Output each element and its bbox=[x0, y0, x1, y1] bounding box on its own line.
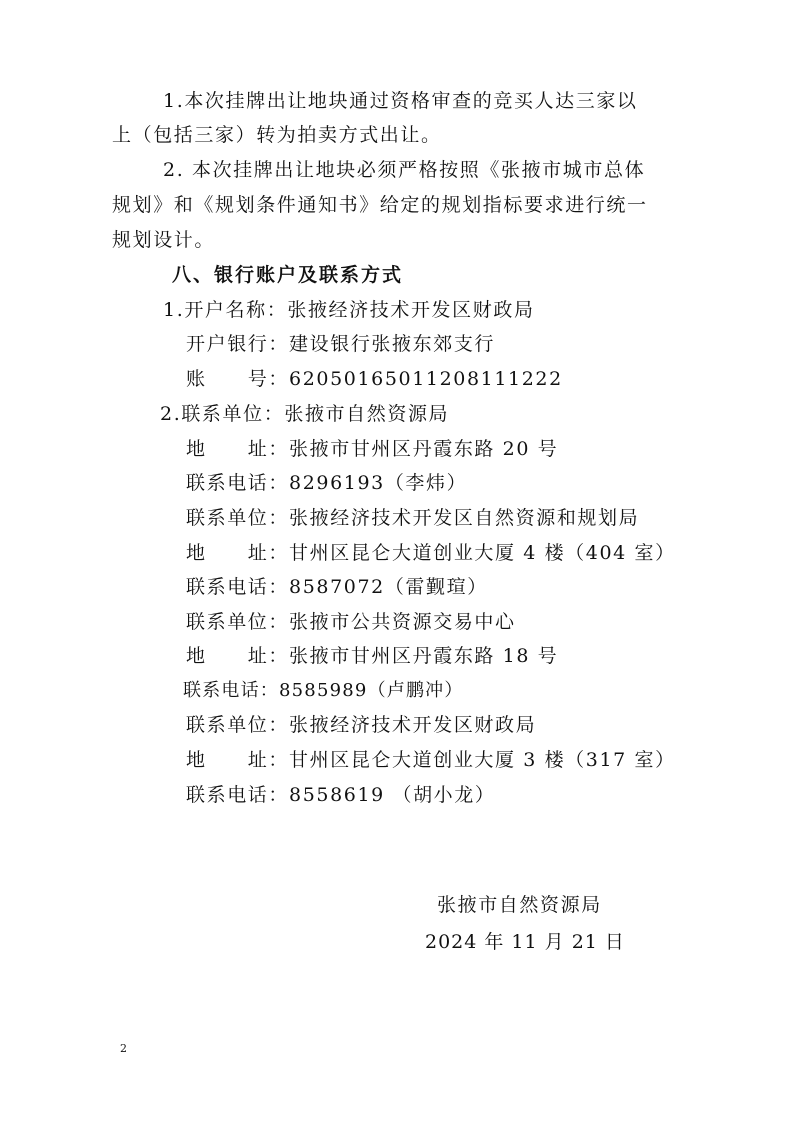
bank-account-value: 62050165011208111222 bbox=[289, 368, 563, 390]
bank-name-label: 1.开户名称： bbox=[163, 299, 288, 321]
contact-phone-label: 联系电话： bbox=[183, 680, 279, 701]
paragraph-1-line-1: 1.本次挂牌出让地块通过资格审查的竞买人达三家以 bbox=[163, 90, 638, 112]
contact-4-address-row bbox=[186, 747, 676, 773]
paragraph-2-line-1: 2. 本次挂牌出让地块必须严格按照《张掖市城市总体 bbox=[163, 159, 646, 181]
contact-3-unit-row bbox=[186, 609, 516, 635]
contact-phone-value: 8296193（李炜） bbox=[289, 472, 468, 494]
contact-4-unit-row bbox=[186, 712, 536, 738]
contact-address-label: 地 址： bbox=[186, 749, 290, 771]
contact-2-unit-row bbox=[186, 505, 639, 531]
contact-phone-label: 联系电话： bbox=[186, 472, 290, 494]
contact-phone-label: 联系电话： bbox=[186, 784, 290, 806]
contact-3-address-row bbox=[186, 643, 558, 669]
contact-phone-value: 8585989（卢鹏冲） bbox=[279, 680, 464, 701]
contact-phone-label: 联系电话： bbox=[186, 576, 290, 598]
contact-address-label: 地 址： bbox=[186, 542, 290, 564]
contact-1-address-row bbox=[186, 436, 558, 462]
contact-1-unit-row bbox=[160, 401, 449, 427]
contact-unit-label: 联系单位： bbox=[186, 507, 290, 529]
bank-account-row bbox=[186, 366, 563, 392]
contact-2-address-row bbox=[186, 540, 676, 566]
bank-branch-row bbox=[186, 331, 495, 357]
contact-address-label: 地 址： bbox=[186, 438, 290, 460]
contact-unit-label: 联系单位： bbox=[186, 714, 290, 736]
contact-address-value: 张掖市甘州区丹霞东路 20 号 bbox=[289, 438, 559, 460]
contact-unit-label: 联系单位： bbox=[186, 611, 290, 633]
contact-phone-value: 8587072（雷觐瑄） bbox=[289, 576, 488, 598]
contact-address-value: 张掖市甘州区丹霞东路 18 号 bbox=[289, 645, 559, 667]
contact-unit-value: 张掖经济技术开发区财政局 bbox=[289, 714, 537, 736]
signature-date: 2024 年 11 月 21 日 bbox=[425, 931, 625, 953]
contact-address-label: 地 址： bbox=[186, 645, 290, 667]
bank-name-row bbox=[163, 297, 535, 323]
section-heading: 八、银行账户及联系方式 bbox=[172, 264, 404, 286]
contact-unit-value: 张掖市公共资源交易中心 bbox=[289, 611, 516, 633]
contact-unit-label: 2.联系单位： bbox=[160, 403, 285, 425]
paragraph-2-line-2: 规划》和《规划条件通知书》给定的规划指标要求进行统一 bbox=[112, 194, 648, 216]
page-number: 2 bbox=[120, 1042, 127, 1055]
contact-address-value: 甘州区昆仑大道创业大厦 4 楼（404 室） bbox=[289, 542, 676, 564]
bank-branch-value: 建设银行张掖东郊支行 bbox=[289, 333, 496, 355]
bank-account-label: 账 号： bbox=[186, 368, 290, 390]
contact-phone-value: 8558619 （胡小龙） bbox=[289, 784, 496, 806]
contact-unit-value: 张掖市自然资源局 bbox=[284, 403, 450, 425]
signature-organization: 张掖市自然资源局 bbox=[437, 894, 602, 916]
contact-3-phone-row bbox=[183, 678, 464, 704]
paragraph-1-line-2: 上（包括三家）转为拍卖方式出让。 bbox=[112, 124, 442, 146]
contact-unit-value: 张掖经济技术开发区自然资源和规划局 bbox=[289, 507, 640, 529]
contact-1-phone-row bbox=[186, 470, 467, 496]
contact-2-phone-row bbox=[186, 574, 488, 600]
bank-name-value: 张掖经济技术开发区财政局 bbox=[287, 299, 535, 321]
contact-4-phone-row bbox=[186, 782, 495, 808]
bank-branch-label: 开户银行： bbox=[186, 333, 290, 355]
paragraph-2-line-3: 规划设计。 bbox=[112, 229, 216, 251]
contact-address-value: 甘州区昆仑大道创业大厦 3 楼（317 室） bbox=[289, 749, 676, 771]
